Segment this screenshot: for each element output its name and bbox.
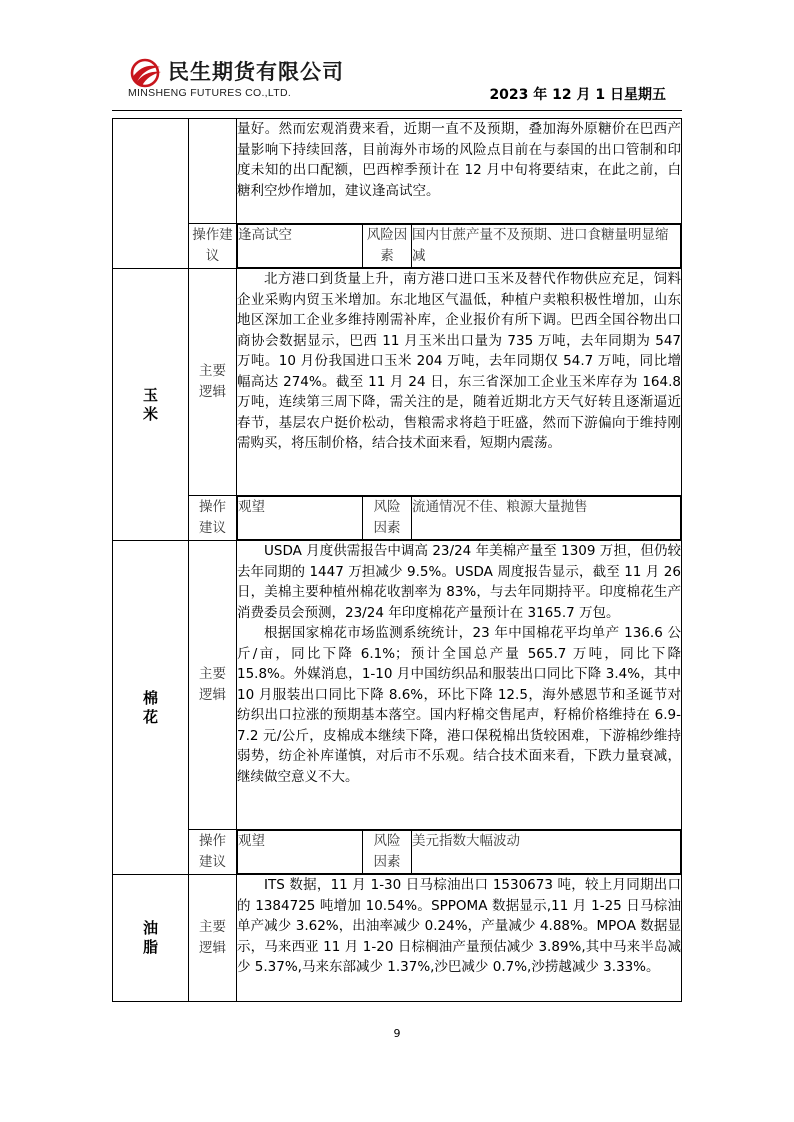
- cotton-logic-label-cell: [189, 541, 237, 830]
- oil-logic-label: 主要逻辑: [199, 919, 226, 956]
- advice-label: 操作建议: [189, 224, 237, 269]
- cotton-risk-value: 美元指数大幅波动: [412, 831, 681, 874]
- corn-logic-cell: [237, 269, 682, 496]
- sugar-logic-text: 量好。然而宏观消费来看，近期一直不及预期，叠加海外原糖价在巴西产量影响下持续回落，目前海外市场的风险点目前在与泰国的出口管制和印度未知的出口配额，巴西榨季预计在 12 月中旬将要结束，在此之前，白糖利空炒作增加，建议逢高试空。: [237, 119, 682, 224]
- company-logo: [128, 56, 368, 102]
- cotton-risk-label: 风险因素: [363, 831, 412, 874]
- cotton-category-cell: [113, 541, 189, 875]
- report-date: 2023 年 12 月 1 日星期五: [489, 87, 666, 103]
- corn-advice-label: 操作建议: [189, 496, 237, 541]
- corn-advice-value: 观望: [238, 497, 363, 540]
- cotton-logic-para-1: USDA 月度供需报告中调高 23/24 年美棉产量至 1309 万担，但仍较去年同期的 1447 万担减少 9.5%。USDA 周度报告显示，截至 11 月 26 日，美棉主要种植州棉花收割率为 83%，与去年同期持平。印度棉花生产消费委员会预测，23/24 年印度棉花产量预计在 3165.7 万包。: [237, 543, 681, 621]
- cotton-logic-para-2: 根据国家棉花市场监测系统统计，23 年中国棉花平均单产 136.6 公斤/亩，同比下降 6.1%；预计全国总产量 565.7 万吨，同比下降 15.8%。外媒消息，1-10 月中国纺织品和服装出口同比下降 3.4%，其中 10 月服装出口同比下降 8.6%，环比下降 12.5，海外感恩节和圣诞节对纺织出口拉涨的预期基本落空。国内籽棉交售尾声，籽棉价格维持在 6.9-7.2 元/公斤，皮棉成本继续下降，港口保税棉出货较困难，下游棉纱维持弱势，纺企补库谨慎，对后市不乐观。结合技术面来看，下跌力量衰减，继续做空意义不大。: [237, 625, 681, 785]
- cotton-logic-label: 主要逻辑: [199, 666, 226, 703]
- cotton-advice-label: 操作建议: [189, 830, 237, 875]
- logic-label: [189, 269, 237, 496]
- oil-category-cell: [113, 875, 189, 1002]
- header-rule: [112, 110, 682, 111]
- sugar-category-cell: [113, 119, 189, 269]
- cotton-logic-cell: [237, 541, 682, 830]
- company-name-cn: 民生期货有限公司: [168, 60, 344, 84]
- commodity-analysis-table: [112, 118, 682, 1002]
- corn-logic-text: 北方港口到货量上升，南方港口进口玉米及替代作物供应充足，饲料企业采购内贸玉米增加。东北地区气温低，种植户卖粮积极性增加，山东地区深加工企业多维持刚需补库，企业报价有所下调。巴西全国谷物出口商协会数据显示，巴西 11 月玉米出口量为 735 万吨，去年同期为 547 万吨。10 月份我国进口玉米 204 万吨，去年同期仅 54.7 万吨，同比增幅高达 274%。截至 11 月 24 日，东三省深加工企业玉米库存为 164.8 万吨，连续第三周下降，需关注的是，随着近期北方天气好转且逐渐逼近春节，基层农户挺价松动，售粮需求将趋于旺盛，然而下游偏向于维持刚需购买，将压制价格，结合技术面来看，短期内震荡。: [237, 271, 681, 451]
- corn-risk-label: 风险因素: [363, 497, 412, 540]
- minsheng-logo-icon: [128, 58, 162, 88]
- oil-logic-label-cell: [189, 875, 237, 1002]
- corn-logic-row: [113, 269, 682, 496]
- cotton-advice-value: 观望: [238, 831, 363, 874]
- sugar-logic-row: [113, 119, 682, 224]
- sugar-logic-label-cell: [189, 119, 237, 224]
- cotton-advice-row: [113, 830, 682, 875]
- corn-category-name: 玉米: [142, 385, 158, 423]
- corn-category-cell: [113, 269, 189, 541]
- cotton-logic-row: [113, 541, 682, 830]
- sugar-advice-row: [113, 224, 682, 269]
- risk-label: 风险因素: [363, 225, 412, 268]
- oil-category-name: 油脂: [142, 919, 158, 956]
- oil-logic-text: ITS 数据，11 月 1-30 日马棕油出口 1530673 吨，较上月同期出口的 1384725 吨增加 10.54%。SPPOMA 数据显示,11 月 1-25 日马棕油单产减少 3.62%，出油率减少 0.24%，产量减少 4.88%。MPOA 数据显示，马来西亚 11 月 1-20 日棕榈油产量预估减少 3.89%,其中马来半岛减少 5.37%,马来东部减少 1.37%,沙巴减少 0.7%,沙捞越减少 3.33%。: [237, 877, 681, 975]
- company-name-en: MINSHENG FUTURES CO.,LTD.: [128, 87, 292, 99]
- corn-logic-label: 主要逻辑: [199, 363, 226, 400]
- sugar-advice-value: 逢高试空: [238, 225, 363, 268]
- page-number: 9: [393, 1027, 401, 1040]
- oil-logic-cell: [237, 875, 682, 1002]
- cotton-category-name: 棉花: [142, 688, 158, 726]
- corn-advice-row: [113, 496, 682, 541]
- sugar-risk-value: 国内甘蔗产量不及预期、进口食糖量明显缩减: [412, 225, 681, 268]
- corn-risk-value: 流通情况不佳、粮源大量抛售: [412, 497, 681, 540]
- oil-logic-row: [113, 875, 682, 1002]
